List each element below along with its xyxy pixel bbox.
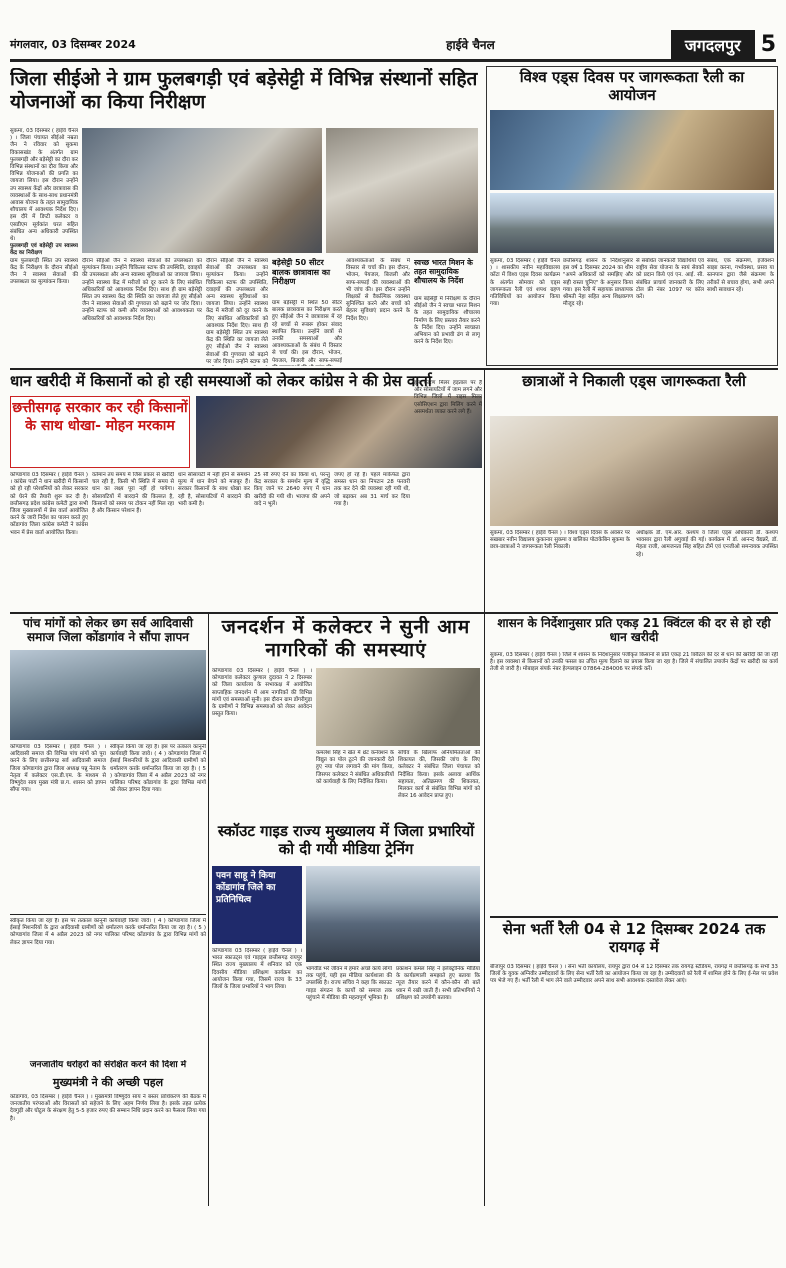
photo-rally-2 xyxy=(490,193,774,253)
article-text: जपए हो रहे है। पहले मार्कफेड द्वारा समस्त धान का निपटान 28 फरवरी तक कर देने की व्यवस्था रही गयी थी, जो बढ़ाकर अब 31 मार्च कर दिया गया है। xyxy=(334,472,410,507)
article-text: धान सोसायटी में नहीं होने से समर्थन मूल्य में धान बेचने को मजबूर हैं। सरकार किसानों के साथ धोखा कर रही है, सोसायटियों में बारदाने की भारी कमी है। xyxy=(178,472,250,507)
highlight-box: पवन साहू ने किया कोंडागांव जिले का प्रतिनिधित्व xyxy=(212,866,302,944)
article-text: दौरान सीईओ जैन ने स्वास्थ्य सेवाओं की उपलब्धता का मूल्यांकन किया। उन्होंने चिकित्सा स्टाफ की उपस्थिति, दवाइयों की उपलब्धता और अन्य स्वास्थ्य सुविधाओं का जायजा लिया। उन्होंने स्वास्थ्य केंद्र में मरीजों को दूर करने के लिए संबंधित अधिकारियों को आवश्यक निर्देश दिए। साथ ही ग्राम बड़ेसेट्टी स्थित उप स्वास्थ्य केंद्र की स्थिति का जायजा लेते हुए सीईओ जैन ने स्वास्थ्य सेवाओं की गुणवत्ता को बढ़ाने पर जोर दिया। उन्होंने स्टाफ को कमी और व्यवस्थाओं को आवश्यकता पर अधिकारियों को आवश्यक निर्देश दिए। xyxy=(82,258,202,322)
subheading: बड़ेसेट्टी 50 सीटर बालक छात्रावास का निरीक्षण xyxy=(272,258,331,287)
subheading: फुलबगड़ी एवं बड़ेसेट्टी उप स्वास्थ्य केंद्र का निरीक्षण xyxy=(10,243,78,257)
article-text: सुकमा, 03 दिसम्बर ( हाईवे चैनल ) जिले में शासन के निर्देशानुसार पंजीकृत किसानों से प्रति एकड़ 21 क्विंटल की दर से धान की खरीदी की जा रही है। इस व्यवस्था से किसानों को उनकी फसल का उचित मूल्य दिलाने का प्रयास किया जा रहा है। जिले में संचालित उपार्जन केंद्रों पर खरीदी का कार्य तेजी से जारी है। मोबाइल संपर्क नंबर हेल्पलाइन 07864-284006 पर संपर्क करें। xyxy=(490,652,778,673)
article-text: स्वीकृत किया जा रहा है। इस पर तत्काल कानूनी कार्यवाही किया जावे। ( 4 ) कोण्डागांव जिला में ईसाई मिशनरियों के द्वारा आदिवासी ग्रामीणों को धर्मांतरण करके धर्मान्तरित किया जा रहा है। ( 5 ) कोण्डागांव जिला में 4 अप्रैल 2023 को नगर पालिका परिषद कोंडागांव के द्वारा विभिन्न मांगों को लेकर ज्ञापन दिया गया। xyxy=(110,744,206,794)
article-text: दौरान सीईओ जैन ने स्वास्थ्य सेवाओं की उपलब्धता का मूल्यांकन किया। उन्होंने चिकित्सा स्टाफ की उपस्थिति, दवाइयों की उपलब्धता और अन्य स्वास्थ्य सुविधाओं का जायजा लिया। उन्होंने स्वास्थ्य केंद्र में मरीजों को दूर करने के लिए संबंधित अधिकारियों को आवश्यक निर्देश दिए। साथ ही ग्राम बड़ेसेट्टी स्थित उप स्वास्थ्य केंद्र की स्थिति का जायजा लेते हुए सीईओ जैन ने स्वास्थ्य सेवाओं की गुणवत्ता को बढ़ाने पर जोर दिया। उन्होंने स्टाफ को xyxy=(206,258,268,365)
paper-name: हाईवे चैनल xyxy=(446,38,495,52)
article-text: कमलेश सिंह ने खेत में थ्रेट कनेक्शन के विद्युत का पोल टूटने की जानकारी देते हुए नया पोल लगवाने की मांग किया, जिसपर कलेक्टर ने संबंधित अधिकारियों को कार्यवाही के लिए निर्देशित किया। xyxy=(316,750,394,785)
pull-quote-box xyxy=(10,396,190,468)
headline-tribal-heritage: जनजातीय धरोहरों को संरक्षित करने की दिशा में xyxy=(29,1060,187,1070)
article-text: प्रकाशन कमल सिंह ने इलेक्ट्रोनिक मीडिया के कार्यप्रणाली समझाते हुए बताया कि न्यूज तैयार करने में कौन-कौन सी बातें ध्यान में रखी जाती हैं। सभी प्रतिभागियों ने प्रशिक्षण को उपयोगी बताया। xyxy=(396,966,480,1001)
headline-aids-day: विश्व एड्स दिवस पर जागरूकता रैली का आयोजन xyxy=(519,68,745,104)
article-text: सुकमा, 03 दिसम्बर ( हाईवे चैनल ) । विश्व एड्स दिवस के अवसर पर सखबार नवीन विद्यालय कुकानार सुकमा व बालिका पोटाकेबिन सुकमा के छात्र-छात्राओं ने जागरूकता रैली निकाली। xyxy=(490,530,630,551)
photo-rally-1 xyxy=(490,110,774,190)
article-text: ग्राम बड़ेसेट्टी में स्थित 50 सीटर बालक छात्रावास का निरीक्षण करते हुए सीईओ जैन ने छात्रावास में रह रहे बच्चों से रूबरू होकर संवाद स्थापित किया। उन्होंने छात्रों से उनकी समस्याओं और आवश्यकताओं के संबंध में विस्तार से चर्चा की। इस दौरान, भोजन, पेयजल, बिजली और साफ-सफाई xyxy=(272,300,342,364)
photo-inspection-1 xyxy=(82,128,322,253)
headline-army-rally: सेना भर्ती रैली 04 से 12 दिसम्बर 2024 तक रायगढ़ में xyxy=(502,920,766,956)
article-text: से संबंधित जानकारी विद्यार्थियों एवं राष्ट्रीय सेवा योजना के स्वयं सेवकों को प्रदान किये एवं एन. आई. सी. संबंधित प्राचार्य जानकारी के लिए टोल फ्री नंबर 1097 पर कॉल करें। xyxy=(636,258,704,301)
headline-ceo-inspection: जिला सीईओ ने ग्राम फुलबगड़ी एवं बड़ेसेट्टी में विभिन्न संस्थानों सहित योजनाओं का किया निरीक्षण xyxy=(10,68,478,113)
photo-student-rally xyxy=(490,416,778,526)
column-rule xyxy=(208,614,209,1206)
article-text: सुकमा, 03 दिसम्बर ( हाईवे चैनल ) । शासकीय नवीन महाविद्यालय कोंटा में विश्व एड्स दिवस कार्यक्रम के अंतर्गत सोमवार को एड्स जागरूकता रैली एवं शपथ ग्रहण गतिविधियों का आयोजन किया गया। xyxy=(490,258,560,308)
article-text: कोण्डागांव 03 दिसम्बर ( हाईवे चैनल ) । भारत स्काउट्स एवं गाइड्स छत्तीसगढ़ रायपुर स्थित राज्य मुख्यालय में शनिवार को एक दिवसीय मीडिया प्रशिक्षण कार्यक्रम का आयोजन किया गया, जिसमें राज्य के 33 जिलों के जिला प्रभारियों ने भाग लिया। xyxy=(212,948,302,991)
headline-scout-guide: स्कॉउट गाइड राज्य मुख्यालय में जिला प्रभारियों को दी गयी मीडिया ट्रेनिंग xyxy=(217,822,475,858)
article-text: इस कारण मिलर हड़ताल पर हैं और सोसायटियों में जाम लगने और विभिन्न जिलों में राइस मिलर एसोसिएशन द्वारा मिलिंग करने में असमर्थता व्यक्त करने लगे हैं। xyxy=(414,380,482,415)
article-text: कोंडागांव, 03 दिसम्बर ( हाईवे चैनल ) । मुख्यमंत्री विष्णुदेव साय ने बस्तर प्राधिकरण की बैठक में जनजातीय परंपराओं और विरासतों को सहेजने के लिए अहम निर्णय लिया है। इसके तहत प्रत्येक देवगुड़ी और घोटुल के संरक्षण हेतु 5-5 हजार रुपए की सम्मान निधि प्रदान करने का फैसला लिया गया है। xyxy=(10,1094,206,1122)
divider xyxy=(10,914,206,915)
article-text: कोण्डागांव 03 दिसम्बर ( हाईवे चैनल ) । कांग्रेस पार्टी ने धान खरीदी में किसानों को हो रही परेशानियों को लेकर सरकार को घेरने की तैयारी शुरू कर दी है। छत्तीसगढ़ प्रदेश कांग्रेस कमेटी द्वारा सभी जिला मुख्यालयों में प्रेस वार्ता आयोजित करने के जारी निर्देश का पालन करते हुए कोंडागांव जिला कांग्रेस कमेटी ने कांग्रेस भवन में प्रेस वार्ता आयोजित किया। xyxy=(10,472,88,536)
pull-quote: छत्तीसगढ़ सरकार कर रही किसानों के साथ धोखा- मोहन मरकाम xyxy=(12,400,188,434)
article-text: वर्तमान तय समय में जिस प्रकार से खरीदी चल रही है, किसी भी स्थिति में समय से धान का लक्ष्य पूरा नहीं हो पायेगा। सोसायटियों में बारदाने की किल्लत है, किसानों को समय पर टोकन नहीं मिल रहा है और किसान परेशान हैं। xyxy=(92,472,174,515)
headline-student-aids-rally: छात्राओं ने निकाली एड्स जागरूकता रैली xyxy=(522,372,746,390)
article-text: छत्तीसगढ़ शासन के निर्देशानुसार इस वर्ष 1 दिसम्बर 2024 का थीम "अपने अधिकारों को समझिए और सही रास्ता चुनिए" के अनुसार किया गया। इस रैली में सहायक प्राध्यापक श्रीमती नेहा सहित अन्य शिक्षकगण मौजूद रहे। xyxy=(563,258,633,308)
article-text: स्वीकृत किया जा रहा है। इस पर तत्काल कानूनी कार्यवाही किया जावे। ( 4 ) कोण्डागांव जिला में ईसाई मिशनरियों के द्वारा आदिवासी ग्रामीणों को धर्मांतरण करके धर्मान्तरित किया जा रहा है। ( 5 ) कोण्डागांव जिला में 4 अप्रैल 2023 को नगर पालिका परिषद कोंडागांव के द्वारा विभिन्न मांगों को लेकर ज्ञापन दिया गया। xyxy=(10,918,206,946)
divider xyxy=(490,916,778,918)
article-text: बीजापुर 03 दिसम्बर ( हाईवे चैनल ) । सेना भर्ती कार्यालय, रायपुर द्वारा 04 से 12 दिसम्बर तक रायगढ़ स्टेडियम, रायगढ़ में छत्तीसगढ़ के सभी 33 जिलों के युवक अग्निवीर उम्मीदवारों के लिए सेना भर्ती रैली का आयोजन किया जा रहा है। उम्मीदवारों को रैली में शामिल होने के लिए ई-मेल पर प्रवेश पत्र भेजे गए हैं। भर्ती रैली में भाग लेने वाले उम्मीदवार अपने साथ सभी आवश्यक दस्तावेज लेकर आएं। xyxy=(490,964,778,985)
page-number: 5 xyxy=(760,32,776,57)
photo-inspection-2 xyxy=(326,128,478,253)
article-text: 25 सौ रुपए देने का किया था, परन्तु केंद्र सरकार के समर्थन मूल्य में वृद्धि किए जाने पर 2640 रुपए में धान खरीदी की गयी थी। भाजपा की अपने वादे न भूलें। xyxy=(254,472,330,507)
headline-paddy-21-quintal: शासन के निर्देशानुसार प्रति एकड़ 21 क्विंटल की दर से हो रही धान खरीदी xyxy=(497,616,771,645)
article-text: भागवीड भरे जीवन में हमारे अच्छे कार्य लोगों तक पहुंचें, यही इस मीडिया कार्यशाला की उपलब्धि है। राज्य सचिव ने कहा कि स्काउट गाइड संगठन के कार्यों को समाज तक पहुंचाने में मीडिया की महत्वपूर्ण भूमिका है। xyxy=(306,966,392,1001)
issue-date: मंगलवार, 03 दिसम्बर 2024 xyxy=(10,38,136,51)
headline-paddy-press-conf: धान खरीदी में किसानों को हो रही समस्याओं को लेकर कांग्रेस ने की प्रेस वार्ता xyxy=(10,372,432,390)
photo-scout-guide xyxy=(306,866,480,962)
article-text: कोण्डागांव 03 दिसम्बर ( हाईवे चैनल ) । आदिवासी समाज की विभिन्न पांच मांगों को पूरा करने के लिए छत्तीसगढ़ सर्व आदिवासी समाज जिला कोण्डागांव द्वारा जिला अध्यक्ष पन्नू नेताम के नेतृत्व में कलेक्टर एस.डी.एम. के माध्यम से विष्णुदेव साय मुख्य मंत्री छ.ग. शासन को ज्ञापन सौंपा गया। xyxy=(10,744,106,794)
subheading: स्वच्छ भारत मिशन के तहत सामुदायिक शौचालय के निर्देश xyxy=(414,258,473,285)
article-text: अधीक्षक डॉ. एम.आर. कश्यप व जिला एड्स अधिकारी डॉ. कश्यप भावसार द्वारा रैली अगुवाई की गई। कार्यक्रम में डॉ. आनन्द वैद्यन्नरें, डॉ. मेहता राजी, आमजनता सिंह सहित टीमें एवं एनजीओ समन्वयक उपस्थित रहे। xyxy=(636,530,778,558)
article-text: सुकमा, 03 दिसम्बर ( हाईवे चैनल ) । जिला पंचायत सीईओ नम्रता जैन ने रविवार को सुकमा विकासखंड के अंतर्गत ग्राम फुलबगड़ी और बड़ेसेट्टी का दौरा कर विभिन्न संस्थानों का दौरा किया और विभिन्न योजनाओं की प्रगति का जायजा लिया। इस दौरान उन्होंने उप स्वास्थ्य केंद्रों और छात्रावास की व्यवस्थाओं के साथ-साथ प्रधानमंत्री आवास योजना के तहत सामुदायिक शौचालय में आवश्यक निर्देश दिए। इस दौरे में डिप्टी कलेक्टर व एसडीएम सूर्यकांत घरत सहित संबंधित अन्य अधिकारी उपस्थित थे। फुलबगड़ी एवं बड़ेसेट्टी उप स्वास्थ्य केंद्र का निरीक्षण ग्राम फुलबगड़ी स्थित उप स्वास्थ्य केंद्र के निरीक्षण के दौरान सीईओ जैन ने स्वास्थ्य सेवाओं की उपलब्धता का मूल्यांकन किया। xyxy=(10,128,78,286)
edition-city: जगदलपुर xyxy=(671,30,755,60)
headline-tribal-memo: पांच मांगों को लेकर छग सर्व आदिवासी समाज जिला कोंडागांव ने सौंपा ज्ञापन xyxy=(22,616,194,645)
photo-tribal-memo xyxy=(10,650,206,740)
column-rule xyxy=(484,370,485,1206)
headline-jandarshan: जनदर्शन में कलेक्टर ने सुनी आम नागरिकों की समस्याएं xyxy=(221,616,471,661)
masthead xyxy=(10,30,776,62)
subheadline-cm-initiative: मुख्यमंत्री ने की अच्छी पहल xyxy=(52,1076,164,1089)
article-text: कोण्डागांव 03 दिसम्बर ( हाईवे चैनल ) । कोण्डागांव कलेक्टर कुणाल दुदावत ने 2 दिसम्बर को जिला कार्यालय के सभाकक्ष में आयोजित साप्ताहिक जनदर्शन में आम नागरिकों की विभिन्न मांगों एवं समस्याओं सुनी। इस दौरान ग्राम डोंगरीगुड़ा के ग्रामीणों ने विभिन्न समस्याओं को लेकर आवेदन प्रस्तुत किया। xyxy=(212,668,312,718)
divider xyxy=(10,368,778,370)
article-text: ग्राम बड़ेसेट्टी में निरीक्षण के दौरान सीईओ जैन ने स्वच्छ भारत मिशन के तहत सामुदायिक शौचालय निर्माण के लिए प्रस्ताव तैयार करने के निर्देश दिए। उन्होंने स्वच्छता अभियान को प्रभावी ढंग से लागू करने के निर्देश दिए। xyxy=(414,296,480,346)
divider xyxy=(10,612,778,614)
article-text: आवश्यकताओं के संबंध में विस्तार से चर्चा की। इस दौरान, भोजन, पेयजल, बिजली और साफ-सफाई की व्यवस्थाओं की भी जांच की। इस दौरान उन्होंने शिक्षकों से वैकल्पिक व्यवस्था सुनिश्चित करने और बच्चों को बेहतर सुविधाएं प्रदान करने के निर्देश दिए। xyxy=(346,258,410,322)
article-text: संबंध, एक संक्रमण, इंजेक्शन साझा करना, गर्भावस्था, प्रसव या स्तनपान द्वारा जैसे संक्रमण के तरीकों से बचाव होगा, सभी अपने साथी सावधान रहें। xyxy=(707,258,774,293)
photo-jandarshan xyxy=(316,668,480,746)
article-text: सचिव के खिलाफ अनियमितताओं की शिकायत की, जिसकी जांच के लिए कलेक्टर ने संबंधित जिला पंचायत को निर्देशित किया। इसके अलावा आर्थिक सहायता, अतिक्रमण की शिकायत, मिलकर कार्य से संबंधित विभिन्न मांगों को लेकर 16 आवेदन प्राप्त हुए। xyxy=(398,750,480,800)
